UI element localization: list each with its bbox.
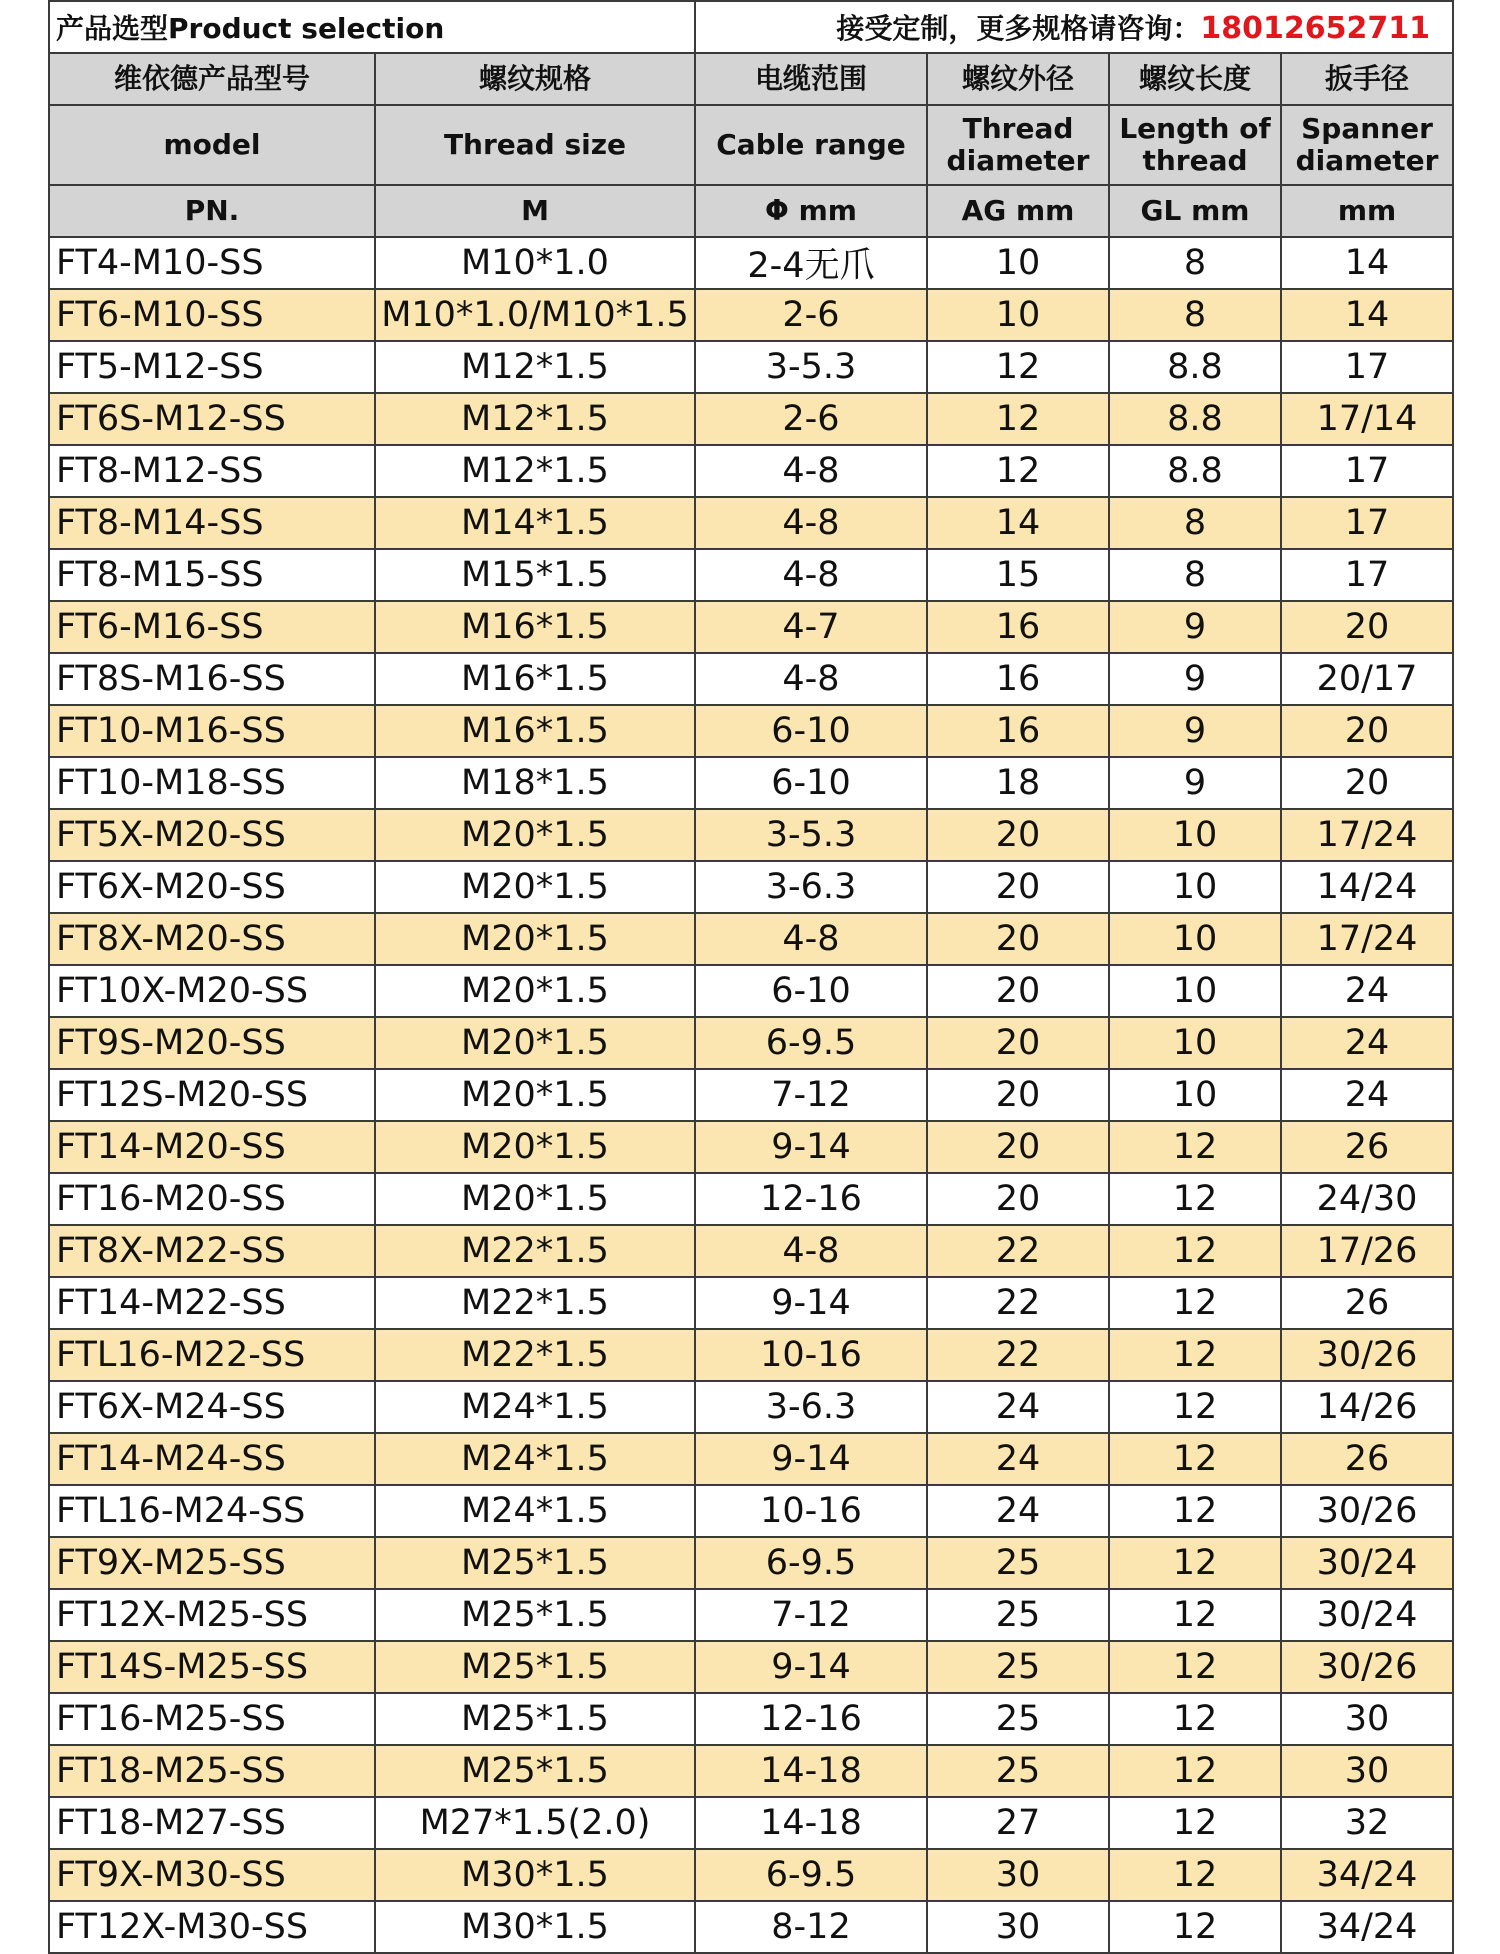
header-cell-unit: PN. (49, 185, 375, 237)
model-cell: FT6S-M12-SS (49, 393, 375, 445)
model-cell: FT8-M14-SS (49, 497, 375, 549)
thread-size-cell: M24*1.5 (375, 1485, 695, 1537)
thread-length-cell: 12 (1109, 1121, 1281, 1173)
spanner-diameter-cell: 14/24 (1281, 861, 1453, 913)
spanner-diameter-cell: 17 (1281, 341, 1453, 393)
model-cell: FT14-M20-SS (49, 1121, 375, 1173)
thread-diameter-cell: 16 (927, 705, 1109, 757)
thread-size-cell: M30*1.5 (375, 1901, 695, 1953)
header-cell-unit: M (375, 185, 695, 237)
model-cell: FT12X-M25-SS (49, 1589, 375, 1641)
table-row (49, 1797, 1453, 1849)
thread-size-cell: M15*1.5 (375, 549, 695, 601)
spanner-diameter-cell: 20 (1281, 757, 1453, 809)
table-row (49, 601, 1453, 653)
table-row (49, 653, 1453, 705)
thread-length-cell: 8.8 (1109, 445, 1281, 497)
spanner-diameter-cell: 32 (1281, 1797, 1453, 1849)
model-cell: FT8S-M16-SS (49, 653, 375, 705)
header-cell-en: Cable range (695, 105, 927, 185)
thread-length-cell: 12 (1109, 1641, 1281, 1693)
table-row (49, 809, 1453, 861)
cable-range-cell: 6-10 (695, 757, 927, 809)
table-row (49, 1849, 1453, 1901)
thread-length-cell: 10 (1109, 913, 1281, 965)
spanner-diameter-cell: 34/24 (1281, 1901, 1453, 1953)
table-title: 产品选型Product selection (49, 1, 695, 53)
thread-diameter-cell: 22 (927, 1225, 1109, 1277)
cable-range-cell: 3-6.3 (695, 1381, 927, 1433)
phone-number[interactable]: 18012652711 (1200, 11, 1431, 46)
thread-size-cell: M14*1.5 (375, 497, 695, 549)
header-cell-cn: 螺纹长度 (1109, 53, 1281, 105)
thread-size-cell: M22*1.5 (375, 1225, 695, 1277)
table-row (49, 965, 1453, 1017)
thread-size-cell: M12*1.5 (375, 445, 695, 497)
model-cell: FT10-M18-SS (49, 757, 375, 809)
header-cell-cn: 螺纹规格 (375, 53, 695, 105)
thread-size-cell: M30*1.5 (375, 1849, 695, 1901)
model-cell: FT9S-M20-SS (49, 1017, 375, 1069)
header-cell-unit: AG mm (927, 185, 1109, 237)
model-cell: FT18-M27-SS (49, 1797, 375, 1849)
cable-range-cell: 6-10 (695, 705, 927, 757)
model-cell: FT5X-M20-SS (49, 809, 375, 861)
header-row-units (49, 185, 1453, 237)
thread-length-cell: 8 (1109, 237, 1281, 289)
cable-range-cell: 7-12 (695, 1069, 927, 1121)
spanner-diameter-cell: 20/17 (1281, 653, 1453, 705)
thread-length-cell: 12 (1109, 1745, 1281, 1797)
cable-range-cell: 10-16 (695, 1485, 927, 1537)
model-cell: FT9X-M30-SS (49, 1849, 375, 1901)
thread-size-cell: M25*1.5 (375, 1589, 695, 1641)
thread-length-cell: 12 (1109, 1225, 1281, 1277)
thread-diameter-cell: 20 (927, 1173, 1109, 1225)
model-cell: FT5-M12-SS (49, 341, 375, 393)
cable-range-cell: 4-8 (695, 549, 927, 601)
model-cell: FT16-M25-SS (49, 1693, 375, 1745)
product-table (48, 0, 1454, 1954)
table-row (49, 913, 1453, 965)
thread-diameter-cell: 12 (927, 445, 1109, 497)
thread-size-cell: M16*1.5 (375, 653, 695, 705)
thread-length-cell: 12 (1109, 1277, 1281, 1329)
spanner-diameter-cell: 17/14 (1281, 393, 1453, 445)
header-cell-unit: Φ mm (695, 185, 927, 237)
thread-length-cell: 12 (1109, 1537, 1281, 1589)
table-row (49, 1693, 1453, 1745)
spanner-diameter-cell: 24/30 (1281, 1173, 1453, 1225)
cable-range-cell: 7-12 (695, 1589, 927, 1641)
thread-size-cell: M25*1.5 (375, 1745, 695, 1797)
table-row (49, 1745, 1453, 1797)
thread-size-cell: M20*1.5 (375, 1069, 695, 1121)
spanner-diameter-cell: 30/26 (1281, 1641, 1453, 1693)
thread-size-cell: M20*1.5 (375, 809, 695, 861)
thread-size-cell: M20*1.5 (375, 861, 695, 913)
header-cell-cn: 扳手径 (1281, 53, 1453, 105)
table-row (49, 289, 1453, 341)
spanner-diameter-cell: 30/26 (1281, 1485, 1453, 1537)
thread-diameter-cell: 20 (927, 1069, 1109, 1121)
cable-range-cell: 3-6.3 (695, 861, 927, 913)
thread-size-cell: M16*1.5 (375, 601, 695, 653)
spanner-diameter-cell: 17 (1281, 497, 1453, 549)
thread-diameter-cell: 20 (927, 1121, 1109, 1173)
thread-length-cell: 12 (1109, 1901, 1281, 1953)
thread-length-cell: 10 (1109, 1069, 1281, 1121)
cable-range-cell: 9-14 (695, 1121, 927, 1173)
thread-diameter-cell: 20 (927, 913, 1109, 965)
model-cell: FT14-M24-SS (49, 1433, 375, 1485)
header-cell-en: model (49, 105, 375, 185)
product-selection-sheet (48, 0, 1452, 1947)
cable-range-cell: 4-7 (695, 601, 927, 653)
thread-length-cell: 12 (1109, 1693, 1281, 1745)
thread-diameter-cell: 20 (927, 965, 1109, 1017)
header-cell-cn: 螺纹外径 (927, 53, 1109, 105)
header-cell-cn: 维依德产品型号 (49, 53, 375, 105)
table-row (49, 1433, 1453, 1485)
model-cell: FT16-M20-SS (49, 1173, 375, 1225)
header-cell-unit: GL mm (1109, 185, 1281, 237)
model-cell: FT8X-M20-SS (49, 913, 375, 965)
thread-length-cell: 8 (1109, 549, 1281, 601)
spanner-diameter-cell: 26 (1281, 1433, 1453, 1485)
table-row (49, 1641, 1453, 1693)
cable-range-cell: 12-16 (695, 1693, 927, 1745)
thread-length-cell: 9 (1109, 705, 1281, 757)
cable-range-cell: 14-18 (695, 1745, 927, 1797)
header-cell-cn: 电缆范围 (695, 53, 927, 105)
thread-length-cell: 8.8 (1109, 393, 1281, 445)
thread-size-cell: M12*1.5 (375, 341, 695, 393)
table-row (49, 1537, 1453, 1589)
thread-size-cell: M25*1.5 (375, 1693, 695, 1745)
table-row (49, 861, 1453, 913)
thread-size-cell: M22*1.5 (375, 1329, 695, 1381)
thread-size-cell: M20*1.5 (375, 1121, 695, 1173)
header-cell-en: Length of thread (1109, 105, 1281, 185)
model-cell: FT10-M16-SS (49, 705, 375, 757)
thread-diameter-cell: 14 (927, 497, 1109, 549)
table-row (49, 549, 1453, 601)
table-row (49, 1589, 1453, 1641)
thread-length-cell: 12 (1109, 1485, 1281, 1537)
table-row (49, 1017, 1453, 1069)
table-row (49, 1173, 1453, 1225)
spanner-diameter-cell: 17 (1281, 549, 1453, 601)
cable-range-cell: 9-14 (695, 1277, 927, 1329)
header-row-en (49, 105, 1453, 185)
cable-range-cell: 4-8 (695, 497, 927, 549)
model-cell: FT12S-M20-SS (49, 1069, 375, 1121)
cable-range-cell: 9-14 (695, 1641, 927, 1693)
table-row (49, 1485, 1453, 1537)
table-row (49, 1225, 1453, 1277)
thread-diameter-cell: 24 (927, 1433, 1109, 1485)
cable-range-cell: 4-8 (695, 1225, 927, 1277)
thread-diameter-cell: 20 (927, 809, 1109, 861)
cable-range-cell: 3-5.3 (695, 341, 927, 393)
thread-diameter-cell: 20 (927, 1017, 1109, 1069)
model-cell: FT18-M25-SS (49, 1745, 375, 1797)
thread-diameter-cell: 22 (927, 1329, 1109, 1381)
thread-diameter-cell: 27 (927, 1797, 1109, 1849)
thread-length-cell: 9 (1109, 653, 1281, 705)
thread-diameter-cell: 25 (927, 1589, 1109, 1641)
table-row (49, 757, 1453, 809)
thread-length-cell: 12 (1109, 1589, 1281, 1641)
thread-length-cell: 8 (1109, 289, 1281, 341)
thread-size-cell: M16*1.5 (375, 705, 695, 757)
model-cell: FT8-M15-SS (49, 549, 375, 601)
table-row (49, 1277, 1453, 1329)
model-cell: FT6-M16-SS (49, 601, 375, 653)
model-cell: FT8X-M22-SS (49, 1225, 375, 1277)
thread-length-cell: 8 (1109, 497, 1281, 549)
thread-length-cell: 10 (1109, 809, 1281, 861)
thread-size-cell: M24*1.5 (375, 1433, 695, 1485)
thread-length-cell: 8.8 (1109, 341, 1281, 393)
cable-range-cell: 6-9.5 (695, 1849, 927, 1901)
table-row (49, 1329, 1453, 1381)
thread-length-cell: 10 (1109, 1017, 1281, 1069)
thread-length-cell: 12 (1109, 1173, 1281, 1225)
table-row (49, 497, 1453, 549)
thread-diameter-cell: 10 (927, 237, 1109, 289)
header-cell-en: Thread size (375, 105, 695, 185)
model-cell: FT10X-M20-SS (49, 965, 375, 1017)
cable-range-cell: 4-8 (695, 445, 927, 497)
thread-diameter-cell: 16 (927, 653, 1109, 705)
thread-length-cell: 9 (1109, 601, 1281, 653)
model-cell: FTL16-M24-SS (49, 1485, 375, 1537)
cable-range-cell: 6-9.5 (695, 1537, 927, 1589)
thread-diameter-cell: 24 (927, 1485, 1109, 1537)
spanner-diameter-cell: 24 (1281, 965, 1453, 1017)
table-row (49, 393, 1453, 445)
cable-range-cell: 12-16 (695, 1173, 927, 1225)
thread-diameter-cell: 24 (927, 1381, 1109, 1433)
spanner-diameter-cell: 17/26 (1281, 1225, 1453, 1277)
model-cell: FT9X-M25-SS (49, 1537, 375, 1589)
thread-diameter-cell: 12 (927, 341, 1109, 393)
spanner-diameter-cell: 26 (1281, 1277, 1453, 1329)
table-row (49, 1069, 1453, 1121)
thread-diameter-cell: 15 (927, 549, 1109, 601)
thread-length-cell: 12 (1109, 1329, 1281, 1381)
thread-diameter-cell: 30 (927, 1901, 1109, 1953)
spanner-diameter-cell: 24 (1281, 1017, 1453, 1069)
spanner-diameter-cell: 24 (1281, 1069, 1453, 1121)
thread-size-cell: M10*1.0 (375, 237, 695, 289)
cable-range-cell: 2-6 (695, 393, 927, 445)
thread-size-cell: M20*1.5 (375, 913, 695, 965)
thread-length-cell: 12 (1109, 1433, 1281, 1485)
header-cell-unit: mm (1281, 185, 1453, 237)
thread-diameter-cell: 16 (927, 601, 1109, 653)
model-cell: FT12X-M30-SS (49, 1901, 375, 1953)
thread-size-cell: M18*1.5 (375, 757, 695, 809)
spanner-diameter-cell: 17/24 (1281, 809, 1453, 861)
table-row (49, 445, 1453, 497)
thread-length-cell: 10 (1109, 861, 1281, 913)
cable-range-cell: 6-10 (695, 965, 927, 1017)
model-cell: FT14S-M25-SS (49, 1641, 375, 1693)
thread-diameter-cell: 30 (927, 1849, 1109, 1901)
spanner-diameter-cell: 30/26 (1281, 1329, 1453, 1381)
thread-diameter-cell: 10 (927, 289, 1109, 341)
thread-diameter-cell: 12 (927, 393, 1109, 445)
cable-range-cell: 14-18 (695, 1797, 927, 1849)
spanner-diameter-cell: 30 (1281, 1745, 1453, 1797)
spanner-diameter-cell: 14/26 (1281, 1381, 1453, 1433)
model-cell: FT14-M22-SS (49, 1277, 375, 1329)
spanner-diameter-cell: 20 (1281, 601, 1453, 653)
thread-size-cell: M25*1.5 (375, 1641, 695, 1693)
model-cell: FTL16-M22-SS (49, 1329, 375, 1381)
header-cell-en: Spanner diameter (1281, 105, 1453, 185)
thread-length-cell: 10 (1109, 965, 1281, 1017)
thread-length-cell: 12 (1109, 1849, 1281, 1901)
table-row (49, 237, 1453, 289)
model-cell: FT8-M12-SS (49, 445, 375, 497)
table-row (49, 1901, 1453, 1953)
table-row (49, 1381, 1453, 1433)
thread-diameter-cell: 20 (927, 861, 1109, 913)
contact-note (695, 1, 1453, 53)
spanner-diameter-cell: 14 (1281, 237, 1453, 289)
model-cell: FT6X-M24-SS (49, 1381, 375, 1433)
cable-range-cell: 2-6 (695, 289, 927, 341)
thread-diameter-cell: 25 (927, 1745, 1109, 1797)
thread-size-cell: M27*1.5(2.0) (375, 1797, 695, 1849)
cable-range-cell: 9-14 (695, 1433, 927, 1485)
cable-range-cell: 10-16 (695, 1329, 927, 1381)
thread-size-cell: M10*1.0/M10*1.5 (375, 289, 695, 341)
thread-size-cell: M12*1.5 (375, 393, 695, 445)
cable-range-cell: 8-12 (695, 1901, 927, 1953)
spanner-diameter-cell: 26 (1281, 1121, 1453, 1173)
title-row (49, 1, 1453, 53)
thread-length-cell: 12 (1109, 1797, 1281, 1849)
model-cell: FT4-M10-SS (49, 237, 375, 289)
thread-diameter-cell: 25 (927, 1537, 1109, 1589)
table-row (49, 705, 1453, 757)
spanner-diameter-cell: 34/24 (1281, 1849, 1453, 1901)
header-cell-en: Thread diameter (927, 105, 1109, 185)
thread-size-cell: M25*1.5 (375, 1537, 695, 1589)
thread-length-cell: 9 (1109, 757, 1281, 809)
spanner-diameter-cell: 20 (1281, 705, 1453, 757)
cable-range-cell: 3-5.3 (695, 809, 927, 861)
cable-range-cell: 4-8 (695, 913, 927, 965)
thread-length-cell: 12 (1109, 1381, 1281, 1433)
thread-size-cell: M20*1.5 (375, 965, 695, 1017)
spanner-diameter-cell: 17 (1281, 445, 1453, 497)
model-cell: FT6-M10-SS (49, 289, 375, 341)
thread-diameter-cell: 18 (927, 757, 1109, 809)
thread-size-cell: M20*1.5 (375, 1173, 695, 1225)
thread-size-cell: M24*1.5 (375, 1381, 695, 1433)
spanner-diameter-cell: 30/24 (1281, 1537, 1453, 1589)
contact-prefix: 接受定制，更多规格请咨询： (836, 12, 1201, 45)
thread-size-cell: M20*1.5 (375, 1017, 695, 1069)
header-row-cn (49, 53, 1453, 105)
thread-size-cell: M22*1.5 (375, 1277, 695, 1329)
cable-range-cell: 6-9.5 (695, 1017, 927, 1069)
spanner-diameter-cell: 14 (1281, 289, 1453, 341)
thread-diameter-cell: 25 (927, 1693, 1109, 1745)
spanner-diameter-cell: 17/24 (1281, 913, 1453, 965)
table-row (49, 1121, 1453, 1173)
thread-diameter-cell: 22 (927, 1277, 1109, 1329)
thread-diameter-cell: 25 (927, 1641, 1109, 1693)
table-row (49, 341, 1453, 393)
cable-range-cell: 2-4无爪 (695, 237, 927, 289)
spanner-diameter-cell: 30 (1281, 1693, 1453, 1745)
cable-range-cell: 4-8 (695, 653, 927, 705)
spanner-diameter-cell: 30/24 (1281, 1589, 1453, 1641)
model-cell: FT6X-M20-SS (49, 861, 375, 913)
